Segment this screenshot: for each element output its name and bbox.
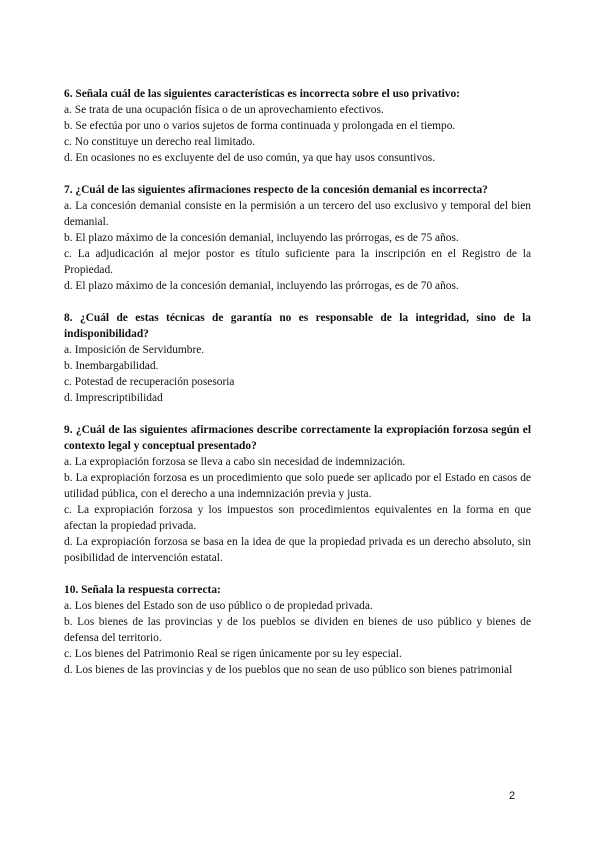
option-b: b. El plazo máximo de la concesión demanial, incluyendo las prórrogas, es de 75 años.: [64, 232, 459, 244]
option-b: b. Inembargabilidad.: [64, 360, 159, 372]
option-c: c. La adjudicación al mejor postor es título suficiente para la inscripción en el Registro de la Propiedad.: [64, 248, 531, 276]
option-c: c. Potestad de recuperación posesoria: [64, 376, 235, 388]
option-d: d. En ocasiones no es excluyente del de uso común, ya que hay usos consuntivos.: [64, 152, 436, 164]
document-page: [64, 86, 531, 694]
option-a: a. Los bienes del Estado son de uso público o de propiedad privada.: [64, 600, 373, 612]
option-c: c. Los bienes del Patrimonio Real se rigen únicamente por su ley especial.: [64, 648, 402, 660]
option-b: b. La expropiación forzosa es un procedimiento que solo puede ser aplicado por el Estado en casos de utilidad pública, con el derecho a una indemnización previa y justa.: [64, 472, 531, 500]
option-c: c. La expropiación forzosa y los impuestos son procedimientos equivalentes en la forma en que afectan la propiedad privada.: [64, 504, 531, 532]
option-c: c. No constituye un derecho real limitado.: [64, 136, 256, 148]
question-6: [64, 86, 531, 166]
question-title: 10. Señala la respuesta correcta:: [64, 584, 221, 596]
question-title: 9. ¿Cuál de las siguientes afirmaciones describe correctamente la expropiación forzosa según el contexto legal y conceptual presentado?: [64, 424, 531, 452]
question-title: 8. ¿Cuál de estas técnicas de garantía no es responsable de la integridad, sino de la indisponibilidad?: [64, 312, 531, 340]
question-title: 7. ¿Cuál de las siguientes afirmaciones respecto de la concesión demanial es incorrecta?: [64, 184, 488, 196]
option-d: d. Imprescriptibilidad: [64, 392, 163, 404]
option-d: d. El plazo máximo de la concesión demanial, incluyendo las prórrogas, es de 70 años.: [64, 280, 459, 292]
option-a: a. Se trata de una ocupación física o de un aprovechamiento efectivos.: [64, 104, 384, 116]
option-a: a. La expropiación forzosa se lleva a cabo sin necesidad de indemnización.: [64, 456, 406, 468]
option-a: a. La concesión demanial consiste en la permisión a un tercero del uso exclusivo y temporal del bien demanial.: [64, 200, 531, 228]
question-9: [64, 422, 531, 566]
option-a: a. Imposición de Servidumbre.: [64, 344, 205, 356]
option-d: d. Los bienes de las provincias y de los pueblos que no sean de uso público son bienes patrimonial: [64, 664, 513, 676]
page-number: 2: [509, 790, 516, 802]
question-10: [64, 582, 531, 678]
option-d: d. La expropiación forzosa se basa en la idea de que la propiedad privada es un derecho absoluto, sin posibilidad de intervención estatal.: [64, 536, 531, 564]
question-title: 6. Señala cuál de las siguientes características es incorrecta sobre el uso privativo:: [64, 88, 460, 100]
option-b: b. Se efectúa por uno o varios sujetos de forma continuada y prolongada en el tiempo.: [64, 120, 456, 132]
question-8: [64, 310, 531, 406]
option-b: b. Los bienes de las provincias y de los pueblos se dividen en bienes de uso público y bienes de defensa del territorio.: [64, 616, 531, 644]
question-7: [64, 182, 531, 294]
